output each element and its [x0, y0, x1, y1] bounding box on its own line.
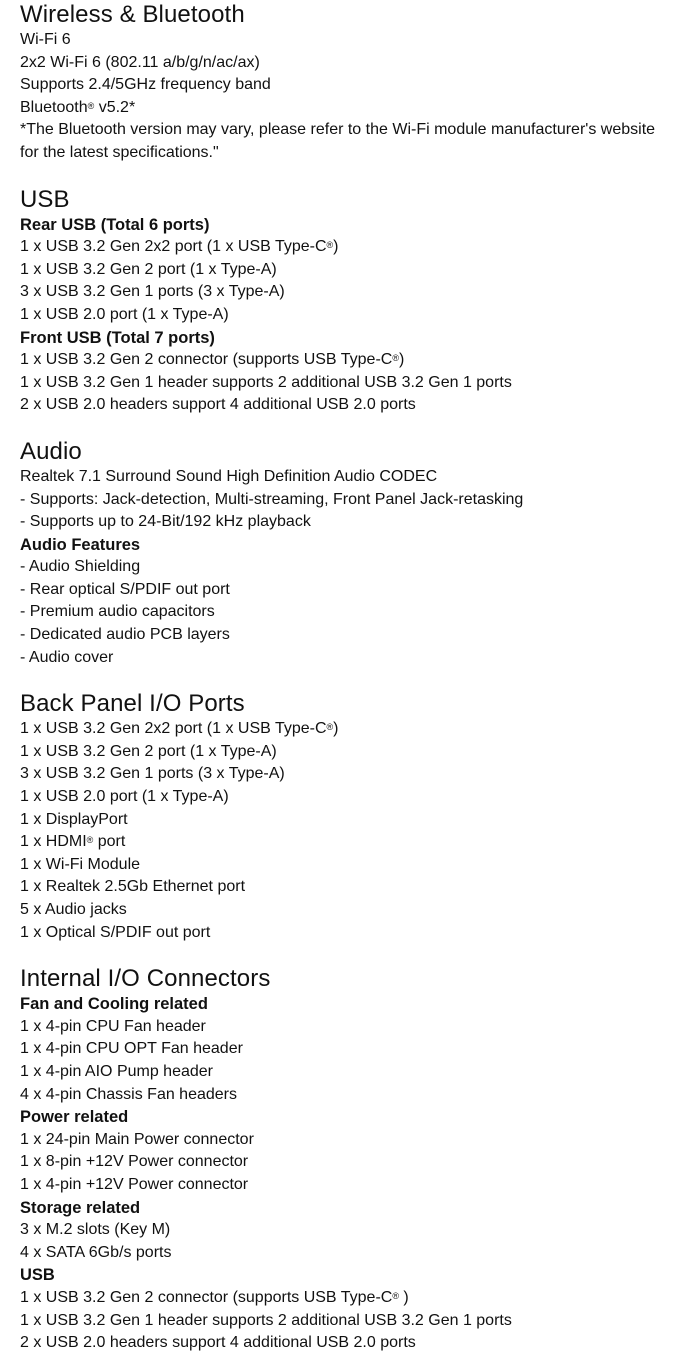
subsection-heading: Front USB (Total 7 ports): [20, 328, 215, 347]
spec-line: 1 x 4-pin CPU OPT Fan header: [20, 1040, 243, 1058]
spec-line: 1 x 24-pin Main Power connector: [20, 1130, 254, 1148]
subsection-heading: Power related: [20, 1108, 129, 1127]
spec-line-text: 1 x HDMI: [20, 833, 87, 851]
spec-line: 4 x SATA 6Gb/s ports: [20, 1243, 172, 1261]
spec-line: 1 x USB 2.0 port (1 x Type-A): [20, 305, 229, 323]
spec-line: 1 x USB 2.0 port (1 x Type-A): [20, 788, 229, 806]
spec-line: - Dedicated audio PCB layers: [20, 626, 230, 644]
spec-line: [20, 831, 700, 854]
section-title: USB: [20, 185, 70, 213]
subsection-heading: Fan and Cooling related: [20, 995, 208, 1014]
spec-line: [20, 1287, 700, 1310]
spec-line: 4 x 4-pin Chassis Fan headers: [20, 1085, 237, 1103]
spec-line: 3 x USB 3.2 Gen 1 ports (3 x Type-A): [20, 765, 285, 783]
spec-line-text: 1 x USB 3.2 Gen 2x2 port (1 x USB Type-C: [20, 238, 327, 256]
spec-line: Realtek 7.1 Surround Sound High Definition Audio CODEC: [20, 467, 438, 485]
subsection-heading: USB: [20, 1266, 55, 1285]
spec-line: - Supports up to 24-Bit/192 kHz playback: [20, 513, 311, 531]
registered-mark: ®: [326, 240, 334, 251]
spec-line: 1 x Optical S/PDIF out port: [20, 923, 211, 941]
spec-line: Supports 2.4/5GHz frequency band: [20, 76, 271, 94]
spec-line: 1 x 4-pin AIO Pump header: [20, 1062, 213, 1080]
spec-line-text: 1 x USB 3.2 Gen 2x2 port (1 x USB Type-C: [20, 720, 327, 738]
spec-line: Wi-Fi 6: [20, 31, 71, 48]
section-title: Internal I/O Connectors: [20, 965, 271, 993]
spec-line: 1 x USB 3.2 Gen 2 port (1 x Type-A): [20, 260, 277, 278]
registered-mark: ®: [86, 835, 94, 846]
subsection-heading: Storage related: [20, 1198, 141, 1217]
spec-line: 1 x USB 3.2 Gen 1 header supports 2 additional USB 3.2 Gen 1 ports: [20, 373, 512, 391]
section-wireless-bluetooth: [20, 1, 700, 165]
spec-line-suffix: ): [398, 351, 405, 369]
section-back-panel-i-o-ports: [20, 690, 700, 944]
section-internal-i-o-connectors: [20, 965, 700, 1355]
registered-mark: ®: [392, 353, 399, 364]
spec-line-suffix: port: [93, 833, 126, 851]
section-title: Back Panel I/O Ports: [20, 690, 245, 718]
spec-line: - Supports: Jack-detection, Multi-streaming, Front Panel Jack-retasking: [20, 490, 524, 508]
spec-line: 1 x 4-pin +12V Power connector: [20, 1175, 249, 1193]
spec-line: 1 x USB 3.2 Gen 1 header supports 2 additional USB 3.2 Gen 1 ports: [20, 1311, 512, 1329]
spec-line: - Rear optical S/PDIF out port: [20, 580, 230, 598]
spec-line-suffix: ): [333, 720, 339, 738]
section-audio: [20, 438, 700, 669]
section-usb: [20, 186, 700, 417]
spec-line: 3 x USB 3.2 Gen 1 ports (3 x Type-A): [20, 283, 285, 301]
spec-line: [20, 97, 700, 120]
spec-line-suffix: ): [398, 1288, 409, 1306]
spec-line: 1 x DisplayPort: [20, 810, 128, 828]
spec-line: *The Bluetooth version may vary, please refer to the Wi-Fi module manufacturer's website for the latest specifications.": [20, 121, 656, 161]
registered-mark: ®: [392, 1290, 399, 1301]
spec-line: 1 x USB 3.2 Gen 2 port (1 x Type-A): [20, 742, 277, 760]
spec-line: 2 x USB 2.0 headers support 4 additional USB 2.0 ports: [20, 1334, 416, 1352]
spec-line: 2 x USB 2.0 headers support 4 additional USB 2.0 ports: [20, 396, 416, 414]
spec-line: - Audio cover: [20, 648, 114, 666]
subsection-heading: Rear USB (Total 6 ports): [20, 215, 210, 234]
spec-line-text: 1 x USB 3.2 Gen 2 connector (supports USB Type-C: [20, 1288, 393, 1306]
subsection-heading: Audio Features: [20, 535, 141, 554]
section-title: Wireless & Bluetooth: [20, 1, 245, 28]
spec-line-text: Bluetooth: [20, 98, 88, 116]
section-title: Audio: [20, 437, 82, 465]
spec-line: 5 x Audio jacks: [20, 901, 127, 918]
spec-line-suffix: v5.2*: [94, 98, 136, 116]
spec-line: 1 x Realtek 2.5Gb Ethernet port: [20, 878, 246, 896]
spec-line: 1 x 8-pin +12V Power connector: [20, 1153, 249, 1171]
registered-mark: ®: [87, 100, 95, 111]
spec-line: 1 x Wi-Fi Module: [20, 855, 141, 873]
spec-line: - Premium audio capacitors: [20, 603, 215, 621]
spec-line-suffix: ): [333, 238, 339, 256]
spec-line: [20, 349, 700, 372]
spec-line: - Audio Shielding: [20, 558, 141, 576]
spec-line: [20, 236, 700, 259]
spec-line: 2x2 Wi-Fi 6 (802.11 a/b/g/n/ac/ax): [20, 53, 260, 71]
spec-sheet: [0, 1, 700, 1355]
spec-line-text: 1 x USB 3.2 Gen 2 connector (supports USB Type-C: [20, 351, 393, 369]
spec-line: 1 x 4-pin CPU Fan header: [20, 1017, 206, 1035]
spec-line: [20, 718, 700, 741]
registered-mark: ®: [326, 722, 334, 733]
spec-line: 3 x M.2 slots (Key M): [20, 1221, 171, 1239]
